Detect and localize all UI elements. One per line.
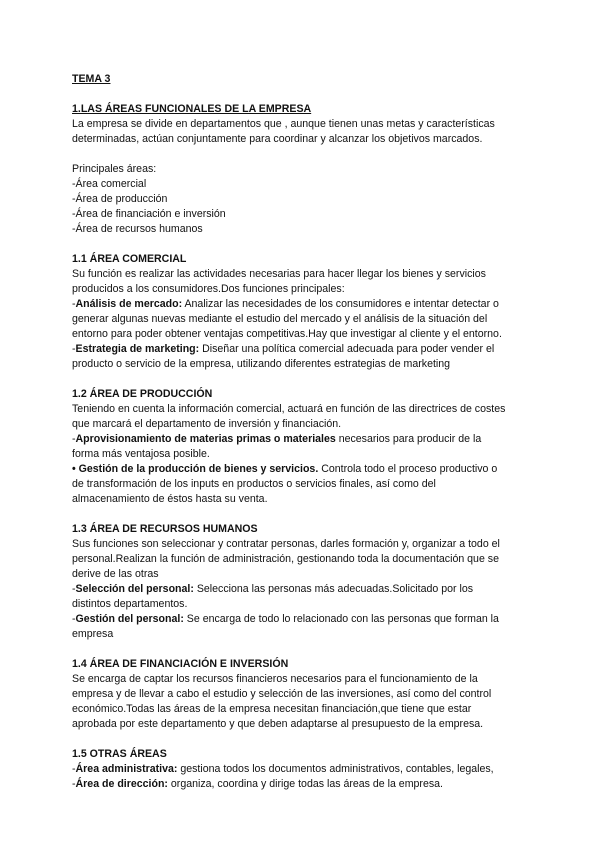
text-line: empresa y de llevar a cabo el estudio y selección de las inversiones, así como del control: [72, 688, 492, 700]
bullet-prefix: -: [72, 583, 76, 595]
text-line: La empresa se divide en departamentos que , aunque tienen unas metas y características: [72, 118, 495, 130]
text-line: derive de las otras: [72, 568, 159, 580]
bullet-item: [72, 582, 542, 597]
list-item: -Área comercial: [72, 178, 147, 190]
section-1-3-paragraph: [72, 537, 542, 642]
text-line: que marcará el departamento de inversión y financiación.: [72, 418, 342, 430]
text-line: generar algunas nuevas mediante el estudio del mercado y el análisis de la situación del: [72, 313, 488, 325]
text-line: producto o servicio de la empresa, utilizando diferentes estrategias de marketing: [72, 358, 451, 370]
bullet-prefix: -: [72, 778, 76, 790]
text-line: Su función es realizar las actividades necesarias para hacer llegar los bienes y servicios: [72, 268, 486, 280]
bullet-prefix: -: [72, 343, 76, 355]
bullet-text: Analizar las necesidades de los consumidores e intentar detectar o: [182, 298, 499, 310]
text-line: forma más ventajosa posible.: [72, 448, 210, 460]
text-line: aprobada por este departamento y que deben adaptarse al presupuesto de la empresa.: [72, 718, 484, 730]
text-line: de transformación de los inputs en productos o servicios finales, así como del: [72, 478, 436, 490]
text-line: producidos a los consumidores.Dos funciones principales:: [72, 283, 345, 295]
section-1-1-title: 1.1 ÁREA COMERCIAL: [72, 253, 187, 265]
section-1-2-paragraph: [72, 402, 542, 507]
section-1-4-title: 1.4 ÁREA DE FINANCIACIÓN E INVERSIÓN: [72, 658, 289, 670]
bullet-term: Gestión del personal:: [75, 613, 184, 625]
areas-list: [72, 162, 542, 237]
text-line: Se encarga de captar los recursos financieros necesarios para el funcionamiento de la: [72, 673, 478, 685]
bullet-item: [72, 342, 542, 357]
bullet-item: [72, 762, 542, 777]
section-1-paragraph: [72, 117, 542, 147]
text-line: económico.Todas las áreas de la empresa necesitan financiación,que tiene que estar: [72, 703, 472, 715]
bullet-term: Área de dirección:: [75, 778, 168, 790]
list-item: -Área de recursos humanos: [72, 223, 203, 235]
bullet-prefix: -: [72, 613, 76, 625]
bullet-prefix: -: [72, 298, 76, 310]
bullet-item: [72, 432, 542, 447]
topic-title: TEMA 3: [72, 73, 111, 85]
text-line: almacenamiento de éstos hasta su venta.: [72, 493, 268, 505]
bullet-term: Estrategia de marketing:: [75, 343, 200, 355]
text-line: entorno para poder obtener ventajas competitivas.Hay que investigar al cliente y el entorno.: [72, 328, 502, 340]
bullet-text: gestiona todos los documentos administrativos, contables, legales,: [177, 763, 494, 775]
text-line: distintos departamentos.: [72, 598, 188, 610]
bullet-text: organiza, coordina y dirige todas las áreas de la empresa.: [167, 778, 443, 790]
text-line: Teniendo en cuenta la información comercial, actuará en función de las directrices de costes: [72, 403, 506, 415]
section-1-5-title: 1.5 OTRAS ÁREAS: [72, 748, 167, 760]
bullet-term: Área administrativa:: [75, 763, 178, 775]
text-line: Sus funciones son seleccionar y contratar personas, darles formación y, organizar a todo el: [72, 538, 500, 550]
text-line: empresa: [72, 628, 114, 640]
text-line: personal.Realizan la función de administración, gestionando toda la documentación que se: [72, 553, 499, 565]
bullet-term: • Gestión de la producción de bienes y servicios.: [72, 463, 319, 475]
areas-list-intro: Principales áreas:: [72, 163, 157, 175]
bullet-term: Aprovisionamiento de materias primas o materiales: [75, 433, 336, 445]
section-1-5-paragraph: [72, 762, 542, 792]
section-1-3-title: 1.3 ÁREA DE RECURSOS HUMANOS: [72, 523, 258, 535]
section-1-1-paragraph: [72, 267, 542, 372]
bullet-text: Diseñar una política comercial adecuada para poder vender el: [199, 343, 495, 355]
section-1-4-paragraph: [72, 672, 542, 732]
bullet-prefix: -: [72, 433, 76, 445]
text-line: determinadas, actúan conjuntamente para coordinar y alcanzar los objetivos marcados.: [72, 133, 483, 145]
section-1-title: 1.LAS ÁREAS FUNCIONALES DE LA EMPRESA: [72, 103, 312, 115]
bullet-prefix: -: [72, 763, 76, 775]
bullet-text: necesarios para producir de la: [335, 433, 482, 445]
list-item: -Área de producción: [72, 193, 168, 205]
list-item: -Área de financiación e inversión: [72, 208, 226, 220]
bullet-term: Análisis de mercado:: [75, 298, 183, 310]
document-page: [72, 72, 542, 792]
bullet-item: [72, 612, 542, 627]
bullet-item: [72, 462, 542, 477]
section-1-2-title: 1.2 ÁREA DE PRODUCCIÓN: [72, 388, 213, 400]
bullet-term: Selección del personal:: [75, 583, 194, 595]
bullet-text: Controla todo el proceso productivo o: [318, 463, 498, 475]
bullet-text: Se encarga de todo lo relacionado con las personas que forman la: [183, 613, 499, 625]
bullet-text: Selecciona las personas más adecuadas.Solicitado por los: [193, 583, 474, 595]
bullet-item: [72, 297, 542, 312]
bullet-item: [72, 777, 542, 792]
